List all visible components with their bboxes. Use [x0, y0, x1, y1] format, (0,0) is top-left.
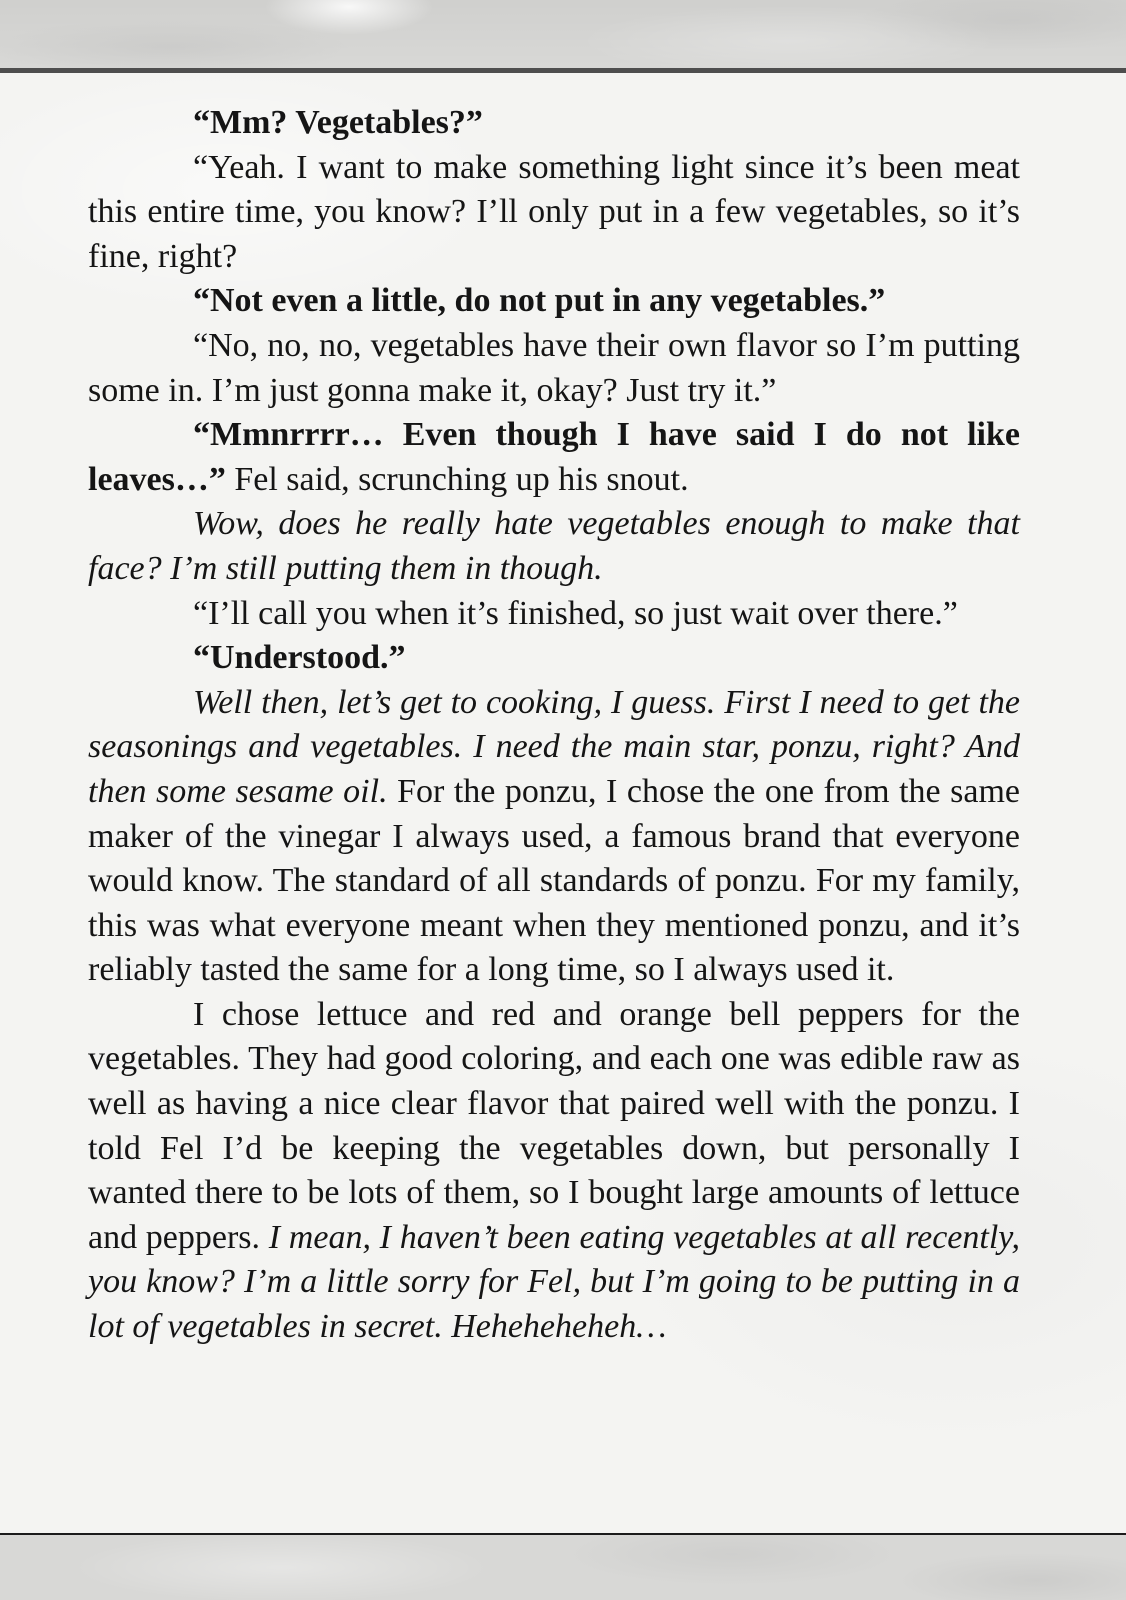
text-run: “I’ll call you when it’s finished, so just wait over there.” — [193, 594, 958, 632]
paragraph — [88, 636, 1020, 681]
paragraph — [88, 413, 1020, 502]
text-run: “Yeah. I want to make something light since it’s been meat this entire time, you know? I’ll only put in a few vegetables, so it’s fine, right? — [88, 148, 1020, 275]
text-run: “No, no, no, vegetables have their own flavor so I’m putting some in. I’m just gonna make it, okay? Just try it.” — [88, 326, 1020, 409]
text-run: Well then, let’s get to cooking, I guess. First I need to get the seasonings and vegetables. I need the main star, ponzu, right? And then some sesame oil. — [88, 683, 1020, 810]
text-run: “Not even a little, do not put in any vegetables.” — [193, 282, 886, 320]
paragraph — [88, 502, 1020, 591]
text-run: Wow, does he really hate vegetables enough to make that face? I’m still putting them in though. — [88, 505, 1020, 587]
text-run: Fel said, scrunching up his snout. — [225, 460, 689, 498]
text-block — [88, 101, 1020, 1350]
text-run: “Mm? Vegetables?” — [193, 104, 483, 141]
page-top-edge — [0, 0, 1126, 68]
text-run: For the ponzu, I chose the one from the same maker of the vinegar I always used, a famous brand that everyone would know. The standard of all standards of ponzu. For my family, this was what everyone meant when they mentioned ponzu, and it’s reliably tasted the same for a long time, so I always used it. — [88, 772, 1020, 989]
paragraph — [88, 592, 1020, 637]
paragraph — [88, 324, 1020, 413]
page-bottom-edge — [0, 1535, 1126, 1600]
text-run: I mean, I haven’t been eating vegetables at all recently, you know? I’m a little sorry for Fel, but I’m going to be putting in a lot of vegetables in secret. Heheheheheh… — [88, 1218, 1021, 1346]
paragraph — [88, 279, 1020, 324]
text-run: “Understood.” — [193, 639, 406, 677]
paragraph — [88, 681, 1020, 993]
page-text-area — [0, 73, 1126, 1533]
paragraph — [88, 101, 1020, 146]
paragraph — [88, 146, 1020, 280]
text-run: I chose lettuce and red and orange bell peppers for the vegetables. They had good coloring, and each one was edible raw as well as having a nice clear flavor that paired well with the ponzu. I told Fel I’d be keeping the vegetables down, but personally I wanted there to be lots of them, so I bought large amounts of lettuce and peppers. — [88, 995, 1020, 1256]
paragraph — [88, 993, 1020, 1350]
text-run: “Mmnrrrr… Even though I have said I do not like leaves…” — [88, 416, 1020, 498]
